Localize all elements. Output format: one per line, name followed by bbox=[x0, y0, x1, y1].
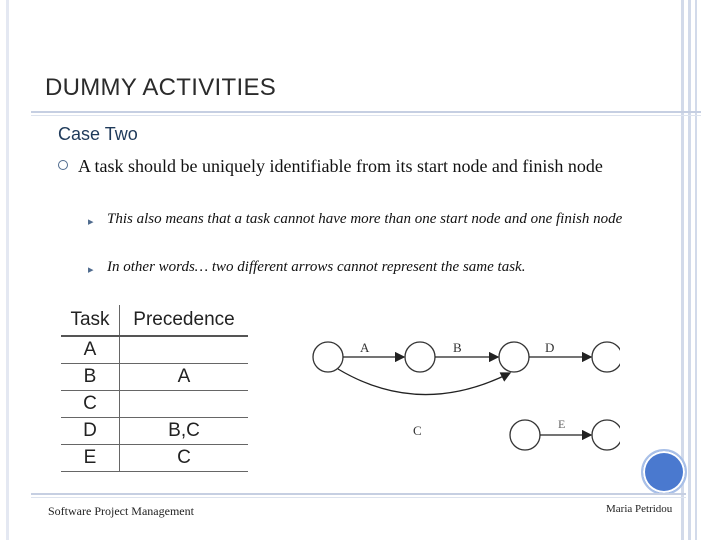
label-a: A bbox=[360, 340, 370, 355]
task-cell: A bbox=[61, 336, 120, 364]
node-2 bbox=[405, 342, 435, 372]
main-bullet-text: A task should be uniquely identifiable from its start node and finish node bbox=[78, 156, 603, 176]
activity-network-diagram bbox=[300, 320, 620, 460]
node-6 bbox=[592, 420, 620, 450]
task-cell: B bbox=[61, 364, 120, 391]
precedence-cell bbox=[120, 336, 249, 364]
decorative-circle bbox=[641, 449, 687, 495]
header-precedence: Precedence bbox=[133, 309, 235, 330]
label-e: E bbox=[558, 417, 566, 431]
slide-title: DUMMY ACTIVITIES bbox=[45, 74, 277, 101]
title-divider bbox=[31, 111, 701, 113]
arrow-c bbox=[338, 369, 510, 395]
label-c: C bbox=[413, 423, 422, 438]
table-row bbox=[61, 364, 248, 391]
node-4 bbox=[592, 342, 620, 372]
footer-divider-thin bbox=[31, 497, 686, 498]
right-frame-line-2 bbox=[688, 0, 691, 540]
table-row bbox=[61, 418, 248, 445]
left-frame-line bbox=[6, 0, 9, 540]
node-1 bbox=[313, 342, 343, 372]
footer-author: Maria Petridou bbox=[606, 503, 673, 515]
table-row bbox=[61, 336, 248, 364]
sub-bullet-text: In other words… two different arrows cannot represent the same task. bbox=[107, 259, 526, 275]
sub-bullet-text: This also means that a task cannot have more than one start node and one finish node bbox=[107, 211, 623, 227]
table-row bbox=[61, 391, 248, 418]
node-3 bbox=[499, 342, 529, 372]
label-d: D bbox=[545, 340, 555, 355]
label-b: B bbox=[453, 340, 462, 355]
precedence-cell: C bbox=[177, 447, 191, 468]
node-5 bbox=[510, 420, 540, 450]
title-divider-thin bbox=[31, 115, 701, 116]
precedence-cell: B,C bbox=[168, 420, 200, 441]
footer-course: Software Project Management bbox=[48, 504, 194, 518]
table-row bbox=[61, 445, 248, 472]
right-frame-line-3 bbox=[695, 0, 697, 540]
precedence-table bbox=[61, 305, 248, 472]
task-cell: E bbox=[61, 445, 120, 472]
task-cell: C bbox=[61, 391, 120, 418]
circle-bullet-icon bbox=[58, 160, 68, 170]
footer-divider bbox=[31, 493, 686, 495]
precedence-cell bbox=[120, 391, 249, 418]
arrow-bullet-icon: ▸ bbox=[88, 216, 94, 228]
task-cell: D bbox=[61, 418, 120, 445]
slide-subtitle: Case Two bbox=[58, 124, 138, 144]
header-task: Task bbox=[61, 305, 120, 336]
arrow-bullet-icon: ▸ bbox=[88, 264, 94, 276]
table-header-row bbox=[61, 305, 248, 336]
precedence-cell: A bbox=[177, 366, 191, 387]
